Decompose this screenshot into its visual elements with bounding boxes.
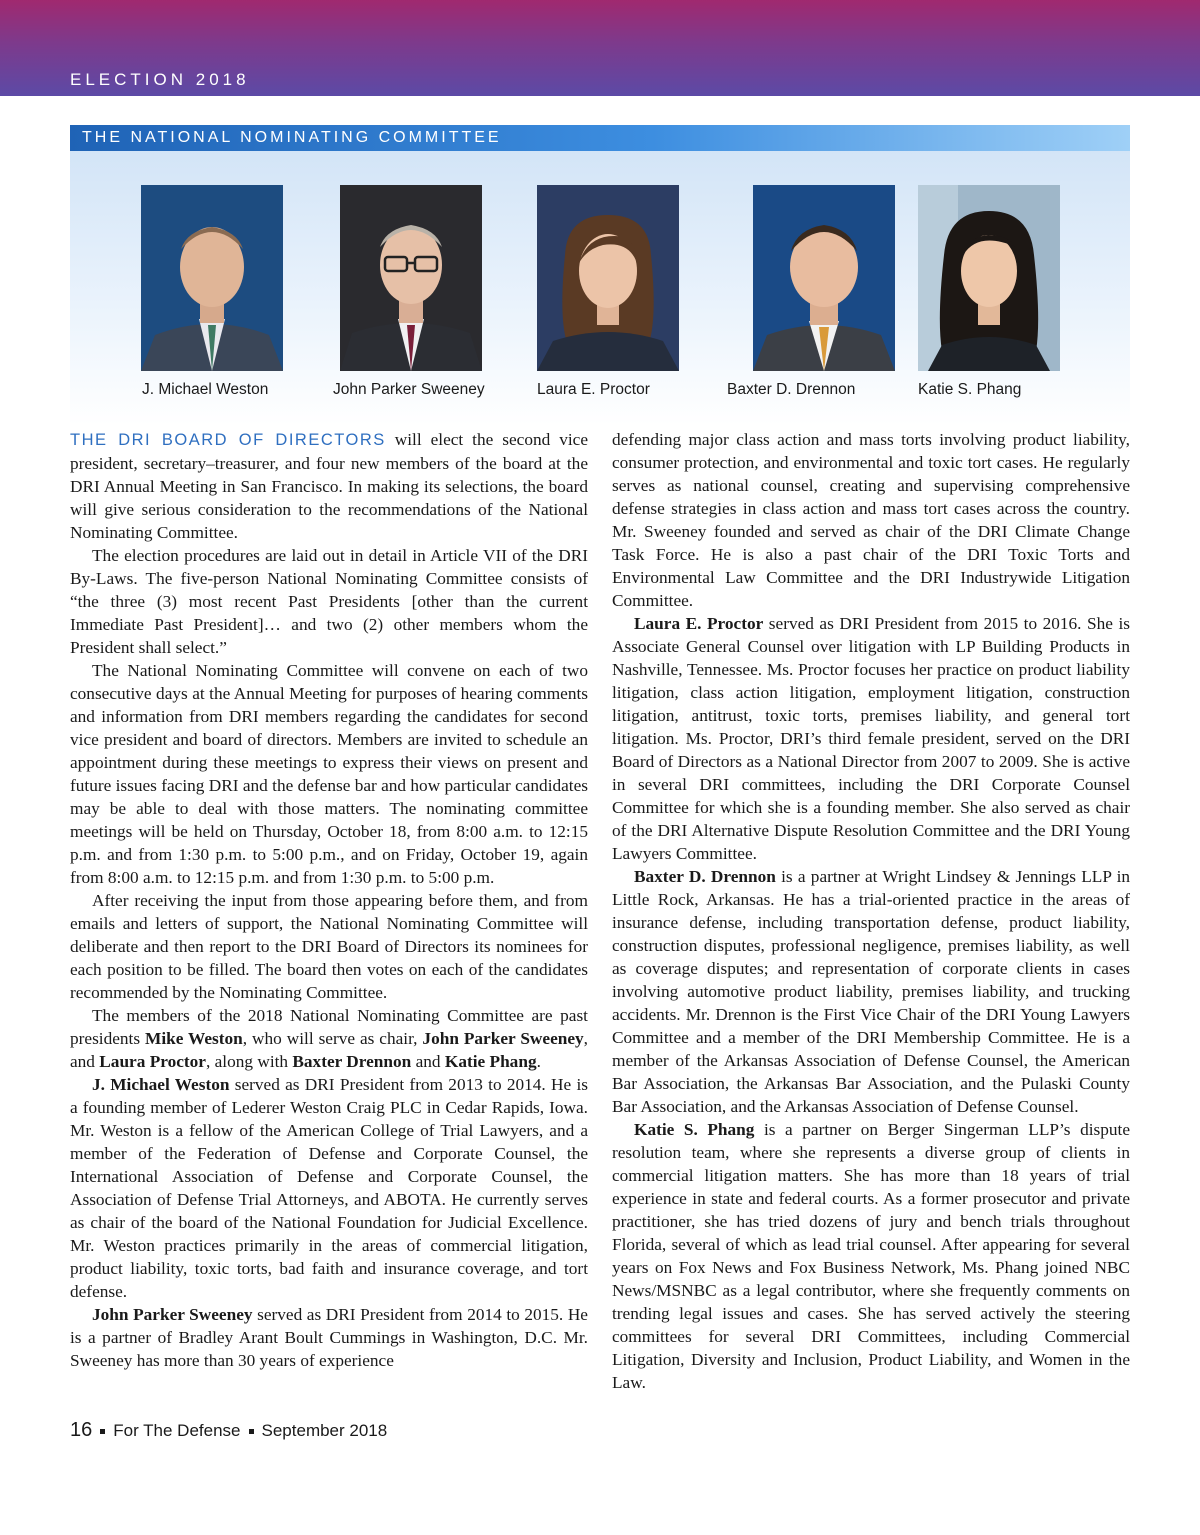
members-paragraph: The members of the 2018 National Nominating Committee are past presidents Mike Weston, who will serve as chair, John Parker Sweeney, and Laura Proctor, along with Baxter Drennon and Katie Phang.: [70, 1006, 588, 1071]
caption-proctor: Laura E. Proctor: [537, 381, 650, 398]
committee-panel: [70, 125, 1130, 425]
portrait-weston: [141, 185, 283, 371]
separator-square: [249, 1429, 254, 1434]
bio-weston: J. Michael Weston served as DRI President from 2013 to 2014. He is a founding member of Lederer Weston Craig PLC in Cedar Rapids, Iowa. Mr. Weston is a fellow of the American College of Trial Lawyers, and a member of the Federation of Defense and Corporate Counsel, the International Association of Defense and Corporate Counsel, the Association of Defense Trial Attorneys, and ABOTA. He currently serves as chair of the board of the National Foundation for Judicial Excellence. Mr. Weston practices primarily in the areas of commercial litigation, product liability, toxic torts, bad faith and insurance coverage, and tort defense.: [70, 1075, 588, 1301]
portrait-drennon: [753, 185, 895, 371]
committee-title: THE NATIONAL NOMINATING COMMITTEE: [82, 129, 502, 146]
committee-panel-header: [70, 125, 1130, 151]
bio-sweeney-continued: defending major class action and mass torts involving product liability, consumer protection, and environmental and toxic tort cases. He regularly serves as national counsel, creating and supervising comprehensive defense strategies in class action and mass tort cases across the country. Mr. Sweeney founded and served as chair of the DRI Climate Change Task Force. He is also a past chair of the DRI Toxic Torts and Environmental Law Committee and the DRI Industrywide Litigation Committee.: [612, 430, 1130, 610]
intro-paragraph: THE DRI BOARD OF DIRECTORS will elect the second vice president, secretary–treasurer, and four new members of the board at the DRI Annual Meeting in San Francisco. In making its selections, the board will give serious consideration to the recommendations of the National Nominating Committee.: [70, 430, 588, 542]
lead-in: THE DRI BOARD OF DIRECTORS: [70, 431, 386, 449]
left-column: [70, 428, 588, 1372]
caption-weston: J. Michael Weston: [142, 381, 269, 398]
bio-proctor: Laura E. Proctor served as DRI President from 2015 to 2016. She is Associate General Counsel over litigation with LP Building Products in Nashville, Tennessee. Ms. Proctor focuses her practice on product liability litigation, class action litigation, employment litigation, construction litigation, antitrust, toxic torts, premises liability, and general tort litigation. Ms. Proctor, DRI’s third female president, served on the DRI Board of Directors as a National Director from 2007 to 2009. She is active in several DRI committees, including the DRI Corporate Counsel Committee for which she is a founding member. She also served as chair of the DRI Alternative Dispute Resolution Committee and the DRI Young Lawyers Committee.: [612, 614, 1130, 863]
procedures-paragraph: The election procedures are laid out in detail in Article VII of the DRI By-Laws. The five-person National Nominating Committee consists of “the three (3) most recent Past Presidents [other than the current Immediate Past President]… and two (2) other members whom the President shall select.”: [70, 546, 588, 657]
bio-sweeney: John Parker Sweeney served as DRI President from 2014 to 2015. He is a partner of Bradley Arant Boult Cummings in Washington, D.C. Mr. Sweeney has more than 30 years of experience: [70, 1305, 588, 1370]
page-number: 16: [70, 1419, 93, 1441]
deliberation-paragraph: After receiving the input from those appearing before them, and from emails and letters of support, the National Nominating Committee will deliberate and then report to the DRI Board of Directors its nominees for each position to be filled. The board then votes on each of the candidates recommended by the Nominating Committee.: [70, 891, 588, 1002]
right-column: [612, 428, 1130, 1394]
portrait-proctor: [537, 185, 679, 371]
caption-phang: Katie S. Phang: [918, 381, 1022, 398]
publication-name: For The Defense: [113, 1421, 241, 1440]
caption-drennon: Baxter D. Drennon: [727, 381, 856, 398]
issue-date: September 2018: [261, 1421, 388, 1440]
convene-paragraph: The National Nominating Committee will convene on each of two consecutive days at the Annual Meeting for purposes of hearing comments and information from DRI members regarding the candidates for second vice president and board of directors. Members are invited to schedule an appointment during these meetings to express their views on present and future issues facing DRI and the defense bar and how particular candidates may be able to deal with those matters. The nominating committee meetings will be held on Thursday, October 18, from 8:00 a.m. to 12:15 p.m. and from 1:30 p.m. to 5:00 p.m., and on Friday, October 19, again from 8:00 a.m. to 12:15 p.m. and from 1:30 p.m. to 5:00 p.m.: [70, 661, 588, 887]
separator-square: [100, 1429, 105, 1434]
bio-drennon: Baxter D. Drennon is a partner at Wright Lindsey & Jennings LLP in Little Rock, Arkansas. He has a trial-oriented practice in the areas of insurance defense, including transportation defense, product liability, construction disputes, professional negligence, premises liability, as well as coverage disputes; and representation of corporate clients in cases involving automotive product liability, premises liability, and trucking accidents. Mr. Drennon is the First Vice Chair of the DRI Young Lawyers Committee and a member of the DRI Membership Committee. He is a member of the Arkansas Association of Defense Counsel, the American Bar Association, the Arkansas Bar Association, and the Pulaski County Bar Association, and the Arkansas Association of Defense Counsel.: [612, 867, 1131, 1116]
caption-sweeney: John Parker Sweeney: [333, 381, 485, 398]
bio-phang: Katie S. Phang is a partner on Berger Singerman LLP’s dispute resolution team, where she represents a diverse group of clients in commercial litigation matters. She has more than 18 years of trial experience in state and federal courts. As a former prosecutor and private practitioner, she has tried dozens of jury and bench trials throughout Florida, several of which as lead trial counsel. After appearing for several years on Fox News and Fox Business Network, Ms. Phang joined NBC News/MSNBC as a legal contributor, where she frequently comments on trending legal issues and cases. She has served actively the steering committees for several DRI Committees, including Commercial Litigation, Diversity and Inclusion, Product Liability, and Women in the Law.: [612, 1120, 1130, 1392]
page-footer: [70, 1419, 387, 1442]
section-label: ELECTION 2018: [70, 70, 250, 89]
portrait-phang: [918, 185, 1060, 371]
portrait-sweeney: [340, 185, 482, 371]
